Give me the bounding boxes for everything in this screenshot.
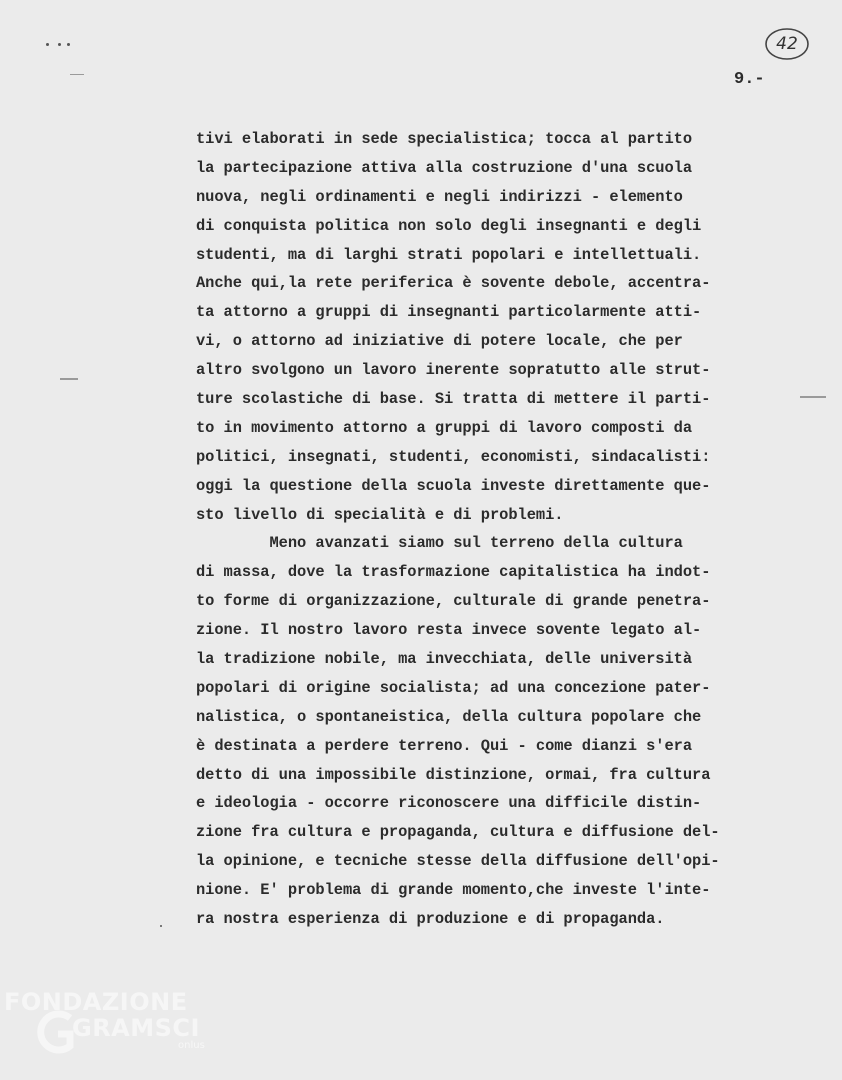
text-line: la partecipazione attiva alla costruzione d'una scuola [196, 158, 693, 177]
typed-body-text [196, 125, 776, 934]
text-line: ra nostra esperienza di produzione e di propaganda. [196, 910, 665, 929]
archive-page-number [764, 26, 810, 62]
margin-speck [46, 43, 49, 46]
text-line: altro svolgono un lavoro inerente sopratutto alle strut- [196, 361, 711, 380]
margin-speck [160, 925, 162, 927]
text-line: tivi elaborati in sede specialistica; tocca al partito [196, 130, 693, 148]
hole-punch-mark-left [60, 378, 78, 380]
page-number: 9.- [734, 70, 765, 89]
text-line: nalistica, o spontaneistica, della cultura popolare che [196, 707, 702, 726]
text-line: politici, insegnati, studenti, economisti, sindacalisti: [196, 447, 711, 466]
text-line: zione fra cultura e propaganda, cultura e diffusione del- [196, 823, 720, 842]
watermark-line-2: GRAMSCI [72, 1014, 200, 1042]
text-line: la tradizione nobile, ma invecchiata, delle università [196, 650, 693, 669]
text-line: zione. Il nostro lavoro resta invece sovente legato al- [196, 621, 702, 640]
text-line: nione. E' problema di grande momento,che investe l'inte- [196, 881, 711, 900]
text-line: nuova, negli ordinamenti e negli indirizzi - elemento [196, 187, 683, 206]
hole-punch-mark-right [800, 396, 826, 398]
text-line: Meno avanzati siamo sul terreno della cultura [196, 534, 683, 553]
text-line: la opinione, e tecniche stesse della diffusione dell'opi- [196, 852, 720, 871]
margin-speck [67, 43, 70, 46]
text-line: di massa, dove la trasformazione capitalistica ha indot- [196, 563, 711, 582]
text-line: studenti, ma di larghi strati popolari e intellettuali. [196, 245, 702, 264]
text-line: oggi la questione della scuola investe direttamente que- [196, 476, 711, 495]
text-line: di conquista politica non solo degli insegnanti e degli [196, 216, 702, 235]
text-line: ture scolastiche di base. Si tratta di mettere il parti- [196, 390, 711, 409]
text-line: è destinata a perdere terreno. Qui - come dianzi s'era [196, 736, 693, 755]
text-line: ta attorno a gruppi di insegnanti particolarmente atti- [196, 303, 702, 322]
text-line: detto di una impossibile distinzione, ormai, fra cultura [196, 765, 711, 784]
text-line: to forme di organizzazione, culturale di grande penetra- [196, 592, 711, 611]
margin-speck [58, 43, 61, 46]
text-line: vi, o attorno ad iniziative di potere locale, che per [196, 332, 683, 351]
text-line: popolari di origine socialista; ad una concezione pater- [196, 678, 711, 697]
margin-mark [70, 74, 84, 75]
archive-number-text: 42 [776, 34, 798, 54]
text-line: sto livello di specialità e di problemi. [196, 505, 564, 524]
fondazione-gramsci-watermark [4, 988, 224, 1068]
watermark-line-3: onlus [178, 1040, 205, 1051]
watermark-line-1: FONDAZIONE [4, 988, 188, 1016]
text-line: to in movimento attorno a gruppi di lavoro composti da [196, 418, 693, 437]
text-line: e ideologia - occorre riconoscere una difficile distin- [196, 794, 702, 813]
text-line: Anche qui,la rete periferica è sovente debole, accentra- [196, 274, 711, 293]
